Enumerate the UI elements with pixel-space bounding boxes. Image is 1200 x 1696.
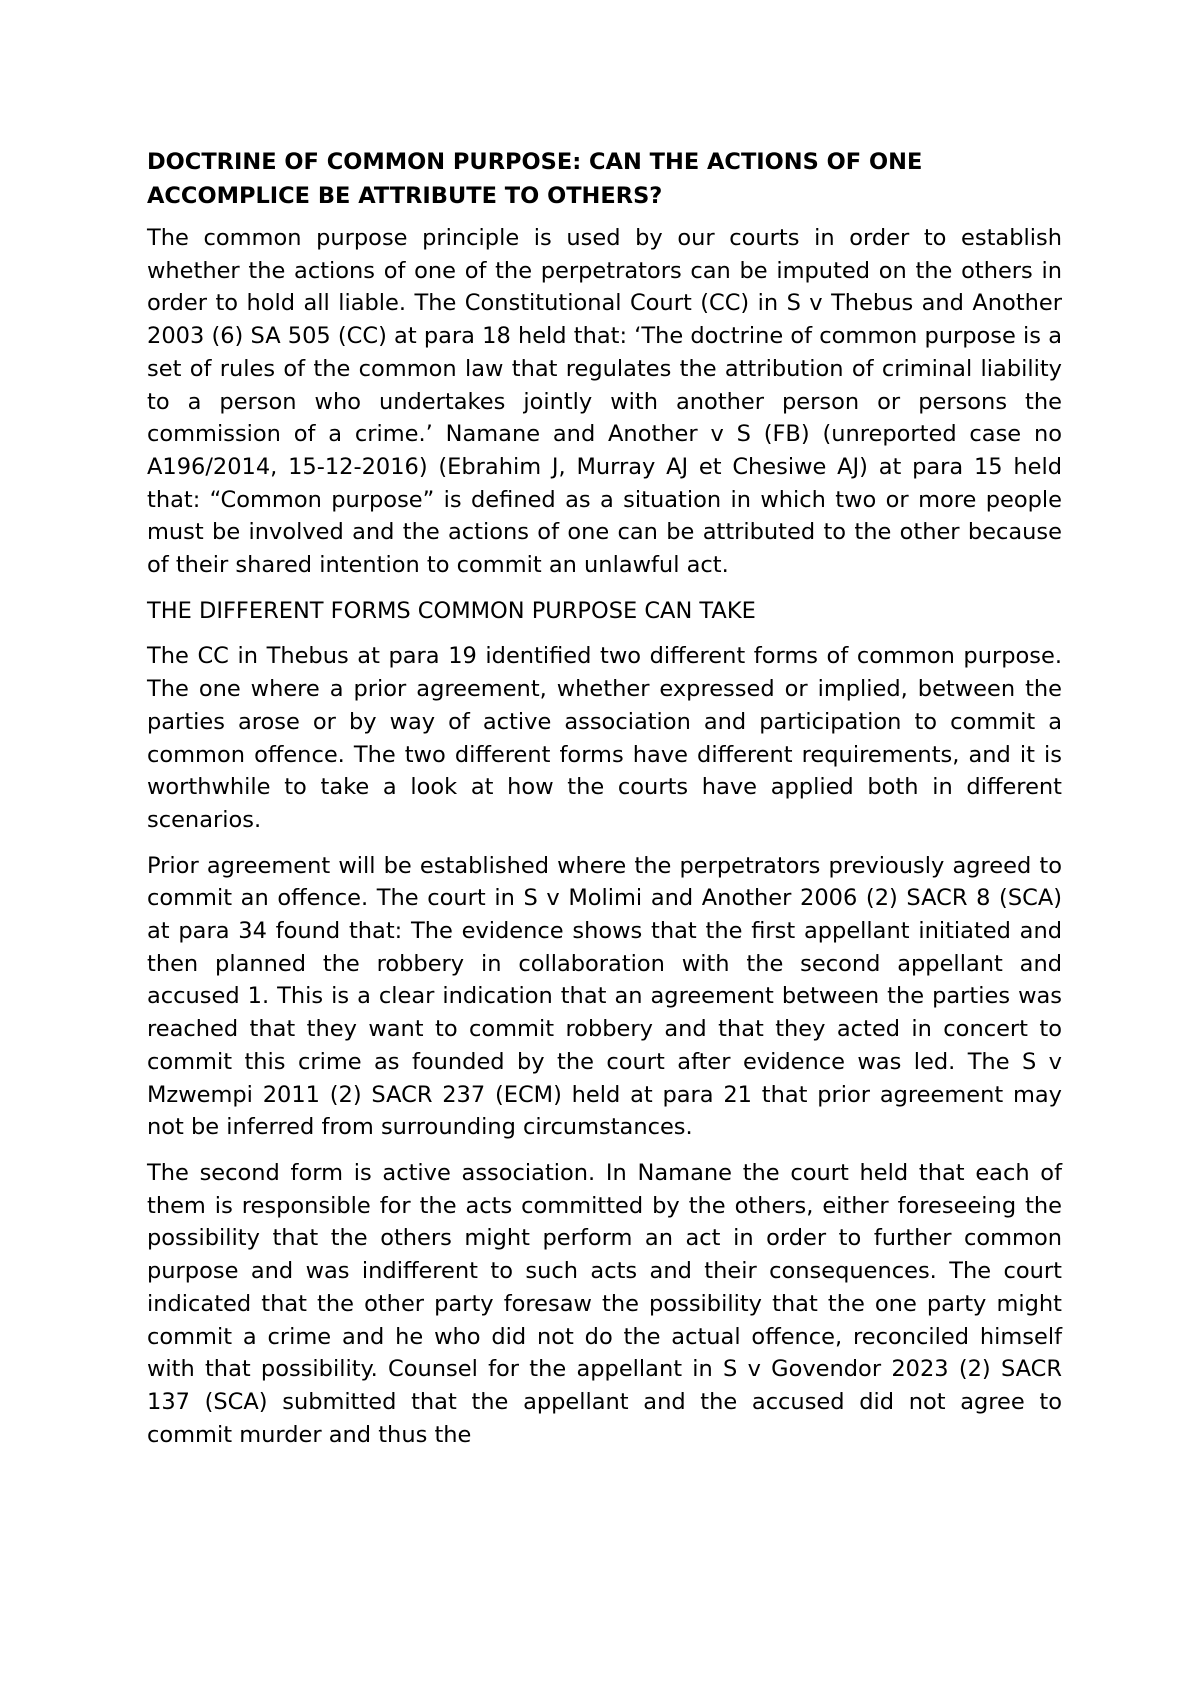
document-title: DOCTRINE OF COMMON PURPOSE: CAN THE ACTIONS OF ONE ACCOMPLICE BE ATTRIBUTE TO OTHERS? [147,149,923,209]
section-heading: THE DIFFERENT FORMS COMMON PURPOSE CAN TAKE [147,597,756,624]
prior-agreement-paragraph: Prior agreement will be established where the perpetrators previously agreed to commit an offence. The court in S v Molimi and Another 2006 (2) SACR 8 (SCA) at para 34 found that: The evidence shows that the first appellant initiated and then planned the robbery in collaboration with the second appellant and accused 1. This is a clear indication that an agreement between the parties was reached that they want to commit robbery and that they acted in concert to commit this crime as founded by the court after evidence was led. The S v Mzwempi 2011 (2) SACR 237 (ECM) held at para 21 that prior agreement may not be inferred from surrounding circumstances. [147,852,1062,1141]
forms-paragraph: The CC in Thebus at para 19 identified two different forms of common purpose. The one where a prior agreement, whether expressed or implied, between the parties arose or by way of active association and participation to commit a common offence. The two different forms have different requirements, and it is worthwhile to take a look at how the courts have applied both in different scenarios. [147,643,1062,833]
intro-paragraph: The common purpose principle is used by our courts in order to establish whether the actions of one of the perpetrators can be imputed on the others in order to hold all liable. The Constitutional Court (CC) in S v Thebus and Another 2003 (6) SA 505 (CC) at para 18 held that: ‘The doctrine of common purpose is a set of rules of the common law that regulates the attribution of criminal liability to a person who undertakes jointly with another person or persons the commission of a crime.’ Namane and Another v S (FB) (unreported case no A196/2014, 15-12-2016) (Ebrahim J, Murray AJ et Chesiwe AJ) at para 15 held that: “Common purpose” is defined as a situation in which two or more people must be involved and the actions of one can be attributed to the other because of their shared intention to commit an unlawful act. [147,225,1062,579]
document-body [147,145,1062,1464]
active-association-paragraph: The second form is active association. In Namane the court held that each of them is responsible for the acts committed by the others, either foreseeing the possibility that the others might perform an act in order to further common purpose and was indifferent to such acts and their consequences. The court indicated that the other party foresaw the possibility that the one party might commit a crime and he who did not do the actual offence, reconciled himself with that possibility. Counsel for the appellant in S v Govendor 2023 (2) SACR 137 (SCA) submitted that the appellant and the accused did not agree to commit murder and thus the [147,1159,1062,1448]
